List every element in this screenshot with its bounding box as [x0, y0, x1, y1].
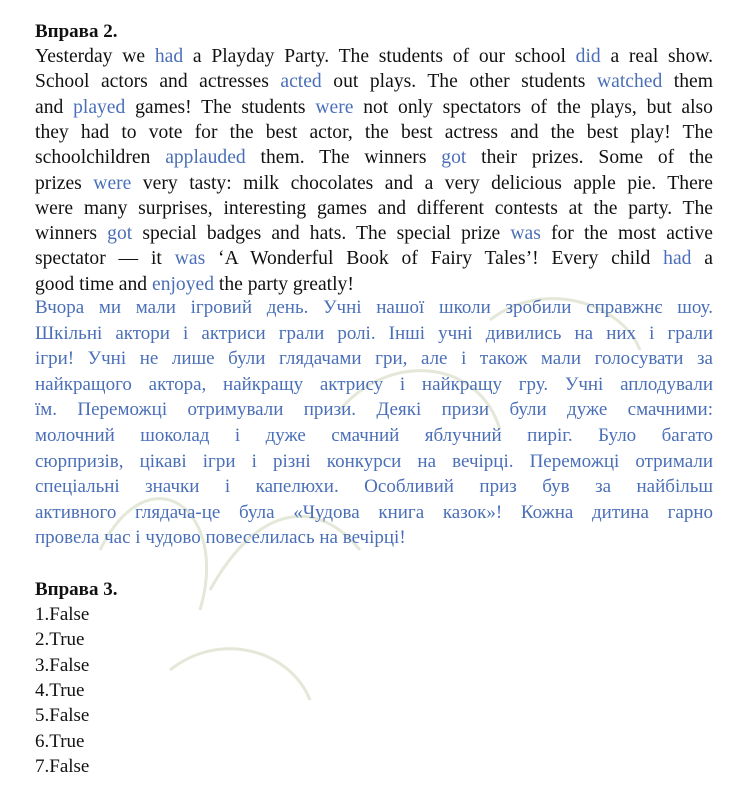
text-segment: schoolchildren — [35, 147, 166, 169]
text-segment: winners — [35, 223, 108, 245]
highlighted-verb: was — [510, 223, 541, 245]
text-segment: the party greatly! — [214, 273, 354, 295]
answer-item: 1.False — [35, 604, 90, 625]
text-segment: them. The winners — [245, 147, 442, 169]
text-segment: out plays. The other students — [321, 71, 597, 93]
highlighted-verb: was — [174, 248, 206, 270]
translation-line: сюрпризів, цікаві ігри і різні конкурси на вечірці. Переможці отримали — [35, 450, 713, 472]
answer-item: 7.False — [35, 755, 90, 777]
text-segment: and — [35, 96, 74, 118]
text-segment: a — [691, 248, 713, 270]
translation-line: ігри! Учні не лише були глядачами гри, але і також мали голосувати за — [35, 348, 713, 370]
english-text-line — [35, 120, 713, 145]
text-segment: School actors and actresses — [35, 71, 281, 93]
highlighted-verb: acted — [280, 71, 322, 93]
answer-item: 6.True — [35, 730, 85, 752]
text-segment: a real show. — [600, 46, 714, 67]
translation-line: спеціальні значки і капелюхи. Особливий приз був за найбільш — [35, 476, 713, 498]
translation-line: найкращого актора, найкращу актрису і найкращу гру. Учні аплодували — [35, 373, 713, 395]
highlighted-verb: applauded — [165, 147, 246, 169]
highlighted-verb: got — [107, 223, 133, 245]
translation-line: Вчора ми мали ігровий день. Учні нашої школи зробили справжнє шоу. — [35, 297, 713, 318]
english-text-line — [35, 145, 713, 170]
answer-item: 2.True — [35, 629, 85, 651]
text-segment: a Playday Party. The students of our school — [183, 46, 576, 67]
text-segment: their prizes. Some of the — [466, 147, 713, 169]
text-segment: spectator — it — [35, 248, 175, 270]
translation-line: активного глядача-це була «Чудова книга казок»! Кожна дитина гарно — [35, 501, 713, 523]
answer-item: 3.False — [35, 654, 90, 676]
text-segment: them — [662, 71, 713, 93]
highlighted-verb: had — [663, 248, 692, 270]
highlighted-verb: had — [154, 46, 184, 67]
highlighted-verb: watched — [596, 71, 663, 93]
translation-line: провела час і чудово повеселилась на вечірці! — [35, 527, 406, 549]
text-segment: games! The students — [125, 96, 316, 118]
english-text-line — [35, 171, 713, 196]
text-segment: Yesterday we — [35, 46, 155, 67]
highlighted-verb: were — [93, 172, 132, 194]
highlighted-verb: enjoyed — [152, 273, 215, 295]
highlighted-verb: got — [441, 147, 467, 169]
exercise-3-heading: Вправа 3. — [35, 579, 118, 600]
english-text-line — [35, 69, 713, 94]
text-segment: they had to vote for the best actor, the best actress and the best play! The — [35, 121, 713, 143]
text-segment: special badges and hats. The special prize — [132, 223, 511, 245]
english-text-line — [35, 272, 713, 297]
text-segment: for the most active — [540, 223, 713, 245]
text-segment: prizes — [35, 172, 94, 194]
answer-item: 4.True — [35, 679, 85, 701]
text-segment: were many surprises, interesting games and different contests at the party. The — [35, 197, 713, 219]
english-text-line — [35, 221, 713, 246]
text-segment: very tasty: milk chocolates and a very delicious apple pie. There — [131, 172, 713, 194]
english-text-line — [35, 44, 713, 69]
text-segment: good time and — [35, 273, 152, 295]
highlighted-verb: were — [315, 96, 354, 118]
answer-item: 5.False — [35, 705, 90, 727]
text-segment: not only spectators of the plays, but also — [353, 96, 713, 118]
english-text-line — [35, 196, 713, 221]
translation-line: молочний шоколад і дуже смачний яблучний пиріг. Було багато — [35, 425, 713, 446]
translation-line: Шкільні актори і актриси грали ролі. Інші учні дивились на них і грали — [35, 322, 713, 344]
highlighted-verb: played — [73, 96, 126, 118]
english-text-line — [35, 95, 713, 120]
exercise-2-heading: Вправа 2. — [35, 21, 118, 42]
highlighted-verb: did — [575, 46, 601, 67]
text-segment: ‘A Wonderful Book of Fairy Tales’! Every child — [205, 248, 664, 270]
translation-line: їм. Переможці отримували призи. Деякі призи були дуже смачними: — [35, 399, 713, 421]
english-text-line — [35, 246, 713, 271]
